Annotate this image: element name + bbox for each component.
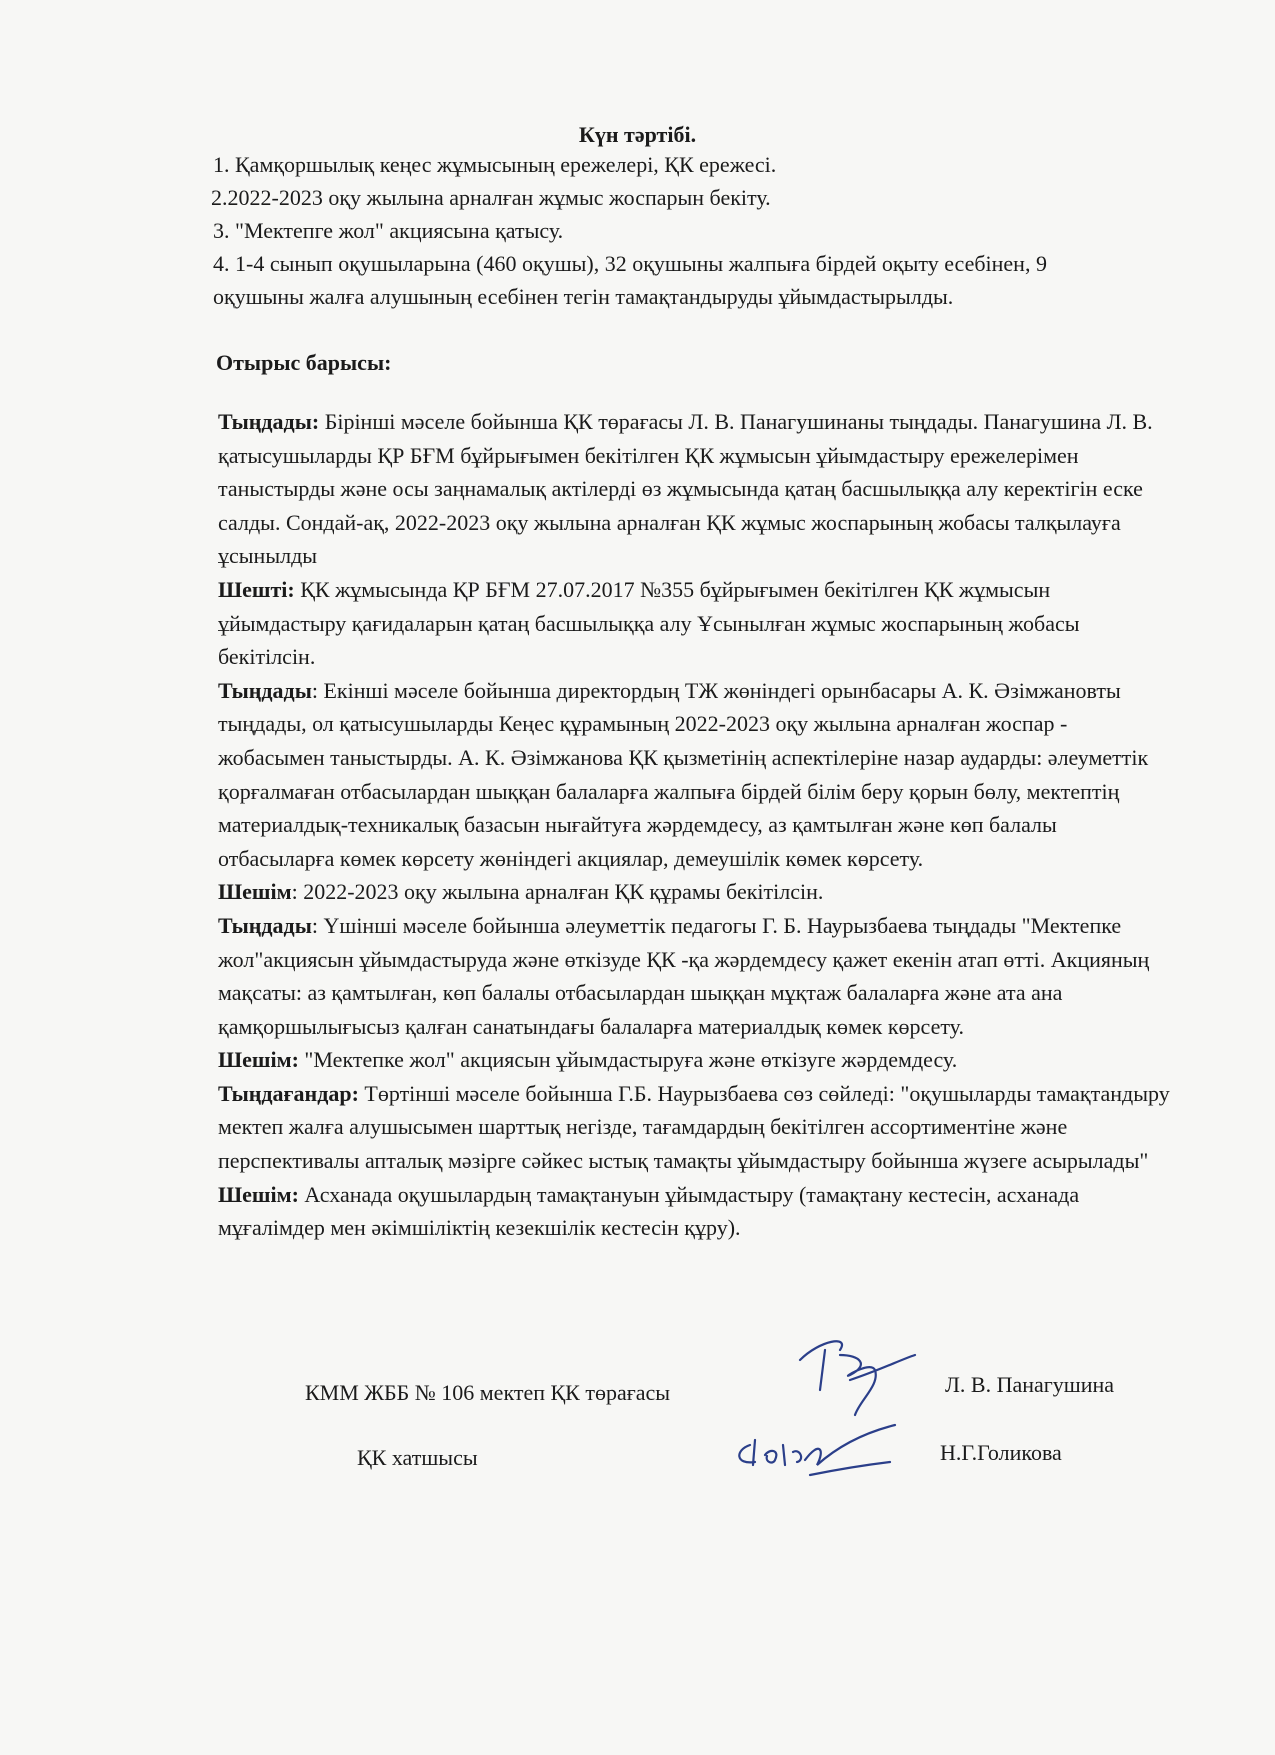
agenda-item: 2.2022-2023 оқу жылына арналған жұмыс жоспарын бекіту. xyxy=(211,185,771,210)
item-label: Тыңдады xyxy=(218,912,312,938)
item-label: Тыңдады: xyxy=(218,409,320,434)
agenda-item: 4. 1-4 сынып оқушыларына (460 оқушы), 32 оқушыны жалпыға бірдей оқыту есебінен, 9 оқушыны жалға алушының есебінен тегін тамақтандыруды ұйымдастырылды. xyxy=(213,251,1047,309)
minutes-body xyxy=(218,405,1173,1245)
agenda-title: Күн тәртібі. xyxy=(578,122,697,147)
minutes-item xyxy=(218,875,1173,909)
minutes-item xyxy=(218,1178,1173,1245)
item-label: Шешім: xyxy=(218,1181,299,1207)
minutes-item xyxy=(218,1077,1173,1178)
section-heading: Отырыс барысы: xyxy=(216,350,392,375)
secretary-signature-icon xyxy=(725,1420,905,1495)
chair-name: Л. В. Панагушина xyxy=(945,1372,1115,1397)
chair-role: КММ ЖББ № 106 мектеп ҚК төрағасы xyxy=(305,1380,671,1405)
item-text: ҚК жұмысында ҚР БҒМ 27.07.2017 №355 бұйрығымен бекітілген ҚК жұмысын ұйымдастыру қағидаларын қатаң басшылыққа алу Ұсынылған жұмыс жоспарының жобасы бекітілсін. xyxy=(218,576,1080,670)
item-text: Төртінші мәселе бойынша Г.Б. Наурызбаева сөз сөйледі: "оқушыларды тамақтандыру мектеп жалға алушысымен шарттық негізде, тағамдардың бекітілген ассортиментіне және перспективалы апталық мәзірге сәйкес ыстық тамақты ұйымдастыру бойынша жүзеге асырылады" xyxy=(218,1080,1170,1174)
secretary-role: ҚК хатшысы xyxy=(357,1445,478,1470)
agenda-list xyxy=(213,148,1173,313)
item-text: : Үшінші мәселе бойынша әлеуметтік педагогы Г. Б. Наурызбаева тыңдады "Мектепке жол"акциясын ұйымдастыруда және өткізуде ҚК -қа жәрдемдесу қажет екенін атап өтті. Акцияның мақсаты: аз қамтылған, көп балалы отбасылардан шыққан мұқтаж балаларға және ата ана қамқоршылығысыз қалған санатындағы балаларға материалдық көмек көрсету. xyxy=(218,912,1150,1039)
item-text: : Екінші мәселе бойынша директордың ТЖ жөніндегі орынбасары А. К. Әзімжановты тыңдады, ол қатысушыларды Кеңес құрамының 2022-2023 оқу жылына арналған жоспар - жобасымен таныстырды. А. К. Әзімжанова ҚК қызметінің аспектілеріне назар аударды: әлеуметтік қорғалмаған отбасылардан шыққан балаларға жалпыға бірдей білім беру қорын бөлу, мектептің материалдық-техникалық базасын нығайтуға жәрдемдесу, аз қамтылған және көп балалы отбасыларға көмек көрсету жөніндегі акциялар, демеушілік көмек көрсету. xyxy=(218,677,1149,871)
item-text: Бірінші мәселе бойынша ҚК төрағасы Л. В. Панагушинаны тыңдады. Панагушина Л. В. қатысушыларды ҚР БҒМ бұйрығымен бекітілген ҚК жұмысын ұйымдастыру ережелерімен таныстырды және осы заңнамалық актілерді өз жұмысында қатаң басшылыққа алу керектігін еске салды. Сондай-ақ, 2022-2023 оқу жылына арналған ҚК жұмыс жоспарының жобасы талқылауға ұсынылды xyxy=(218,409,1153,569)
item-label: Шешім: xyxy=(218,1047,299,1073)
item-label: Тыңдады xyxy=(218,677,312,703)
minutes-item xyxy=(218,405,1173,573)
item-text: Асханада оқушылардың тамақтануын ұйымдастыру (тамақтану кестесін, асханада мұғалімдер мен әкімшіліктің кезекшілік кестесін құру). xyxy=(218,1181,1080,1241)
secretary-name: Н.Г.Голикова xyxy=(940,1440,1062,1465)
minutes-item xyxy=(218,573,1173,674)
minutes-item xyxy=(218,674,1173,876)
item-label: Шешті: xyxy=(218,576,295,602)
minutes-item xyxy=(218,1043,1173,1077)
minutes-item xyxy=(218,909,1173,1043)
item-label: Шешім xyxy=(218,879,292,905)
item-label: Тыңдағандар: xyxy=(218,1080,359,1106)
agenda-item: 1. Қамқоршылық кеңес жұмысының ережелері, ҚК ережесі. xyxy=(213,152,777,177)
chair-signature-icon xyxy=(780,1330,920,1425)
agenda-item: 3. "Мектепге жол" акциясына қатысу. xyxy=(213,218,564,243)
item-text: : 2022-2023 оқу жылына арналған ҚК құрамы бекітілсін. xyxy=(291,879,824,905)
item-text: "Мектепке жол" акциясын ұйымдастыруға және өткізуге жәрдемдесу. xyxy=(298,1047,958,1073)
